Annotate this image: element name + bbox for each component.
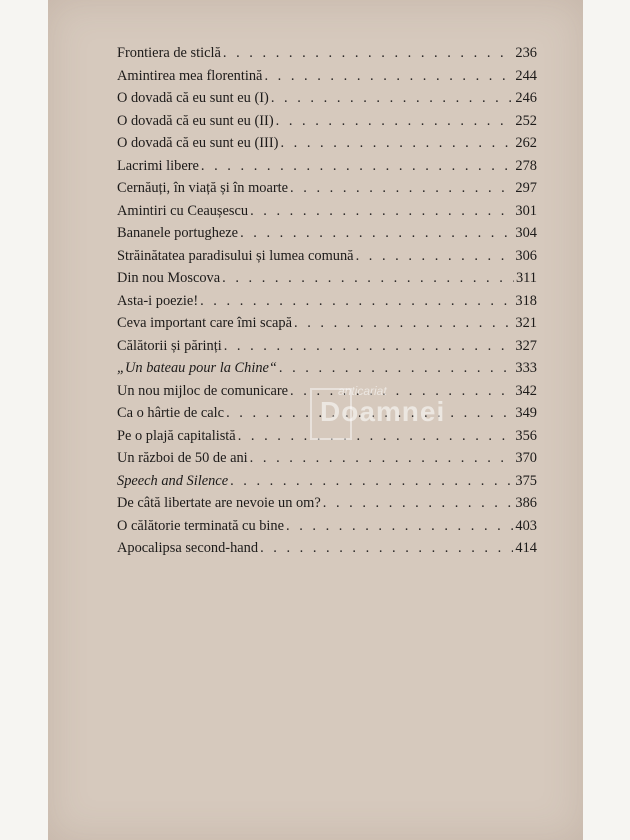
toc-entry <box>117 110 537 133</box>
toc-leader-dots <box>230 470 513 493</box>
watermark-main-text: Doamnei <box>320 396 446 427</box>
toc-entry <box>117 267 537 290</box>
toc-entry <box>117 42 537 65</box>
toc-leader-dots <box>240 222 513 245</box>
toc-entry-title: Apocalipsa second-hand <box>117 540 259 556</box>
toc-entry-page-number: 297 <box>515 180 537 196</box>
toc-entry-page-number: 301 <box>515 202 537 219</box>
toc-entry-page-number: 262 <box>515 135 537 151</box>
toc-entry <box>117 492 537 515</box>
toc-entry-title: O călătorie terminată cu bine <box>117 517 285 534</box>
toc-entry-title: Frontiera de sticlă <box>117 45 221 61</box>
toc-entry <box>117 222 537 245</box>
toc-entry-title: Asta-i poezie! <box>117 292 199 309</box>
table-of-contents <box>117 42 537 560</box>
toc-entry-page-number: 304 <box>515 225 537 241</box>
toc-leader-dots <box>260 537 513 560</box>
toc-entry-page-number: 311 <box>515 270 537 286</box>
toc-entry <box>117 537 537 560</box>
watermark-top-text: anticariat <box>338 384 387 398</box>
toc-entry-title: O dovadă că eu sunt eu (I) <box>117 90 269 106</box>
toc-leader-dots <box>294 312 513 335</box>
toc-entry <box>117 65 537 88</box>
toc-entry-page-number: 333 <box>515 360 537 376</box>
toc-entry <box>117 245 537 268</box>
toc-entry-title: „Un bateau pour la Chine“ <box>117 360 277 376</box>
toc-entry <box>117 132 537 155</box>
toc-leader-dots <box>200 290 513 313</box>
toc-entry-title: Un nou mijloc de comunicare <box>117 382 289 399</box>
watermark-logo <box>310 384 450 440</box>
toc-entry <box>117 470 537 493</box>
toc-entry <box>117 312 537 335</box>
toc-entry-page-number: 327 <box>515 337 537 354</box>
toc-leader-dots <box>280 132 513 155</box>
toc-entry <box>117 357 537 380</box>
toc-entry-title: Cernăuți, în viață și în moarte <box>117 180 289 196</box>
toc-entry-page-number: 370 <box>515 450 537 466</box>
toc-entry-title: Amintirea mea florentină <box>117 67 263 84</box>
toc-leader-dots <box>250 447 514 470</box>
toc-entry-title: Bananele portugheze <box>117 225 239 241</box>
toc-entry-page-number: 246 <box>515 90 537 106</box>
toc-entry-page-number: 318 <box>515 292 537 309</box>
toc-leader-dots <box>271 87 514 110</box>
toc-entry-page-number: 375 <box>515 472 537 489</box>
toc-leader-dots <box>290 177 513 200</box>
toc-leader-dots <box>250 200 513 223</box>
toc-entry-page-number: 236 <box>515 45 537 61</box>
toc-entry-page-number: 386 <box>515 495 537 511</box>
toc-entry-page-number: 252 <box>515 112 537 129</box>
toc-entry-title: Ceva important care îmi scapă <box>117 315 293 331</box>
toc-leader-dots <box>201 155 514 178</box>
toc-entry-page-number: 403 <box>515 517 537 534</box>
toc-entry-title: Un război de 50 de ani <box>117 450 248 466</box>
toc-leader-dots <box>222 267 514 290</box>
book-page <box>48 0 583 840</box>
toc-entry <box>117 177 537 200</box>
toc-entry <box>117 515 537 538</box>
toc-entry <box>117 200 537 223</box>
toc-entry-title: Speech and Silence <box>117 472 229 489</box>
toc-leader-dots <box>223 42 514 65</box>
toc-entry-page-number: 244 <box>515 67 537 84</box>
toc-entry-page-number: 321 <box>515 315 537 331</box>
toc-entry-title: Din nou Moscova <box>117 270 221 286</box>
toc-entry-page-number: 414 <box>515 540 537 556</box>
toc-leader-dots <box>276 110 514 133</box>
toc-leader-dots <box>356 245 514 268</box>
toc-entry <box>117 447 537 470</box>
toc-entry-page-number: 356 <box>515 427 537 444</box>
toc-entry-page-number: 342 <box>515 382 537 399</box>
toc-entry-page-number: 306 <box>515 247 537 264</box>
toc-entry-title: Călătorii și părinți <box>117 337 222 354</box>
toc-entry-title: Străinătatea paradisului și lumea comună <box>117 247 354 264</box>
toc-entry <box>117 155 537 178</box>
toc-entry <box>117 290 537 313</box>
toc-leader-dots <box>323 492 514 515</box>
toc-entry-title: De câtă libertate are nevoie un om? <box>117 495 321 511</box>
toc-entry-page-number: 349 <box>515 405 537 421</box>
toc-entry-title: O dovadă că eu sunt eu (III) <box>117 135 279 151</box>
toc-leader-dots <box>224 335 514 358</box>
toc-entry-title: O dovadă că eu sunt eu (II) <box>117 112 274 129</box>
toc-entry-title: Amintiri cu Ceaușescu <box>117 202 249 219</box>
toc-leader-dots <box>264 65 513 88</box>
toc-entry-title: Ca o hârtie de calc <box>117 405 225 421</box>
toc-entry-title: Pe o plajă capitalistă <box>117 427 236 444</box>
toc-leader-dots <box>286 515 513 538</box>
toc-leader-dots <box>279 357 514 380</box>
toc-entry-title: Lacrimi libere <box>117 157 199 174</box>
toc-entry-page-number: 278 <box>515 157 537 174</box>
toc-entry <box>117 335 537 358</box>
toc-entry <box>117 87 537 110</box>
